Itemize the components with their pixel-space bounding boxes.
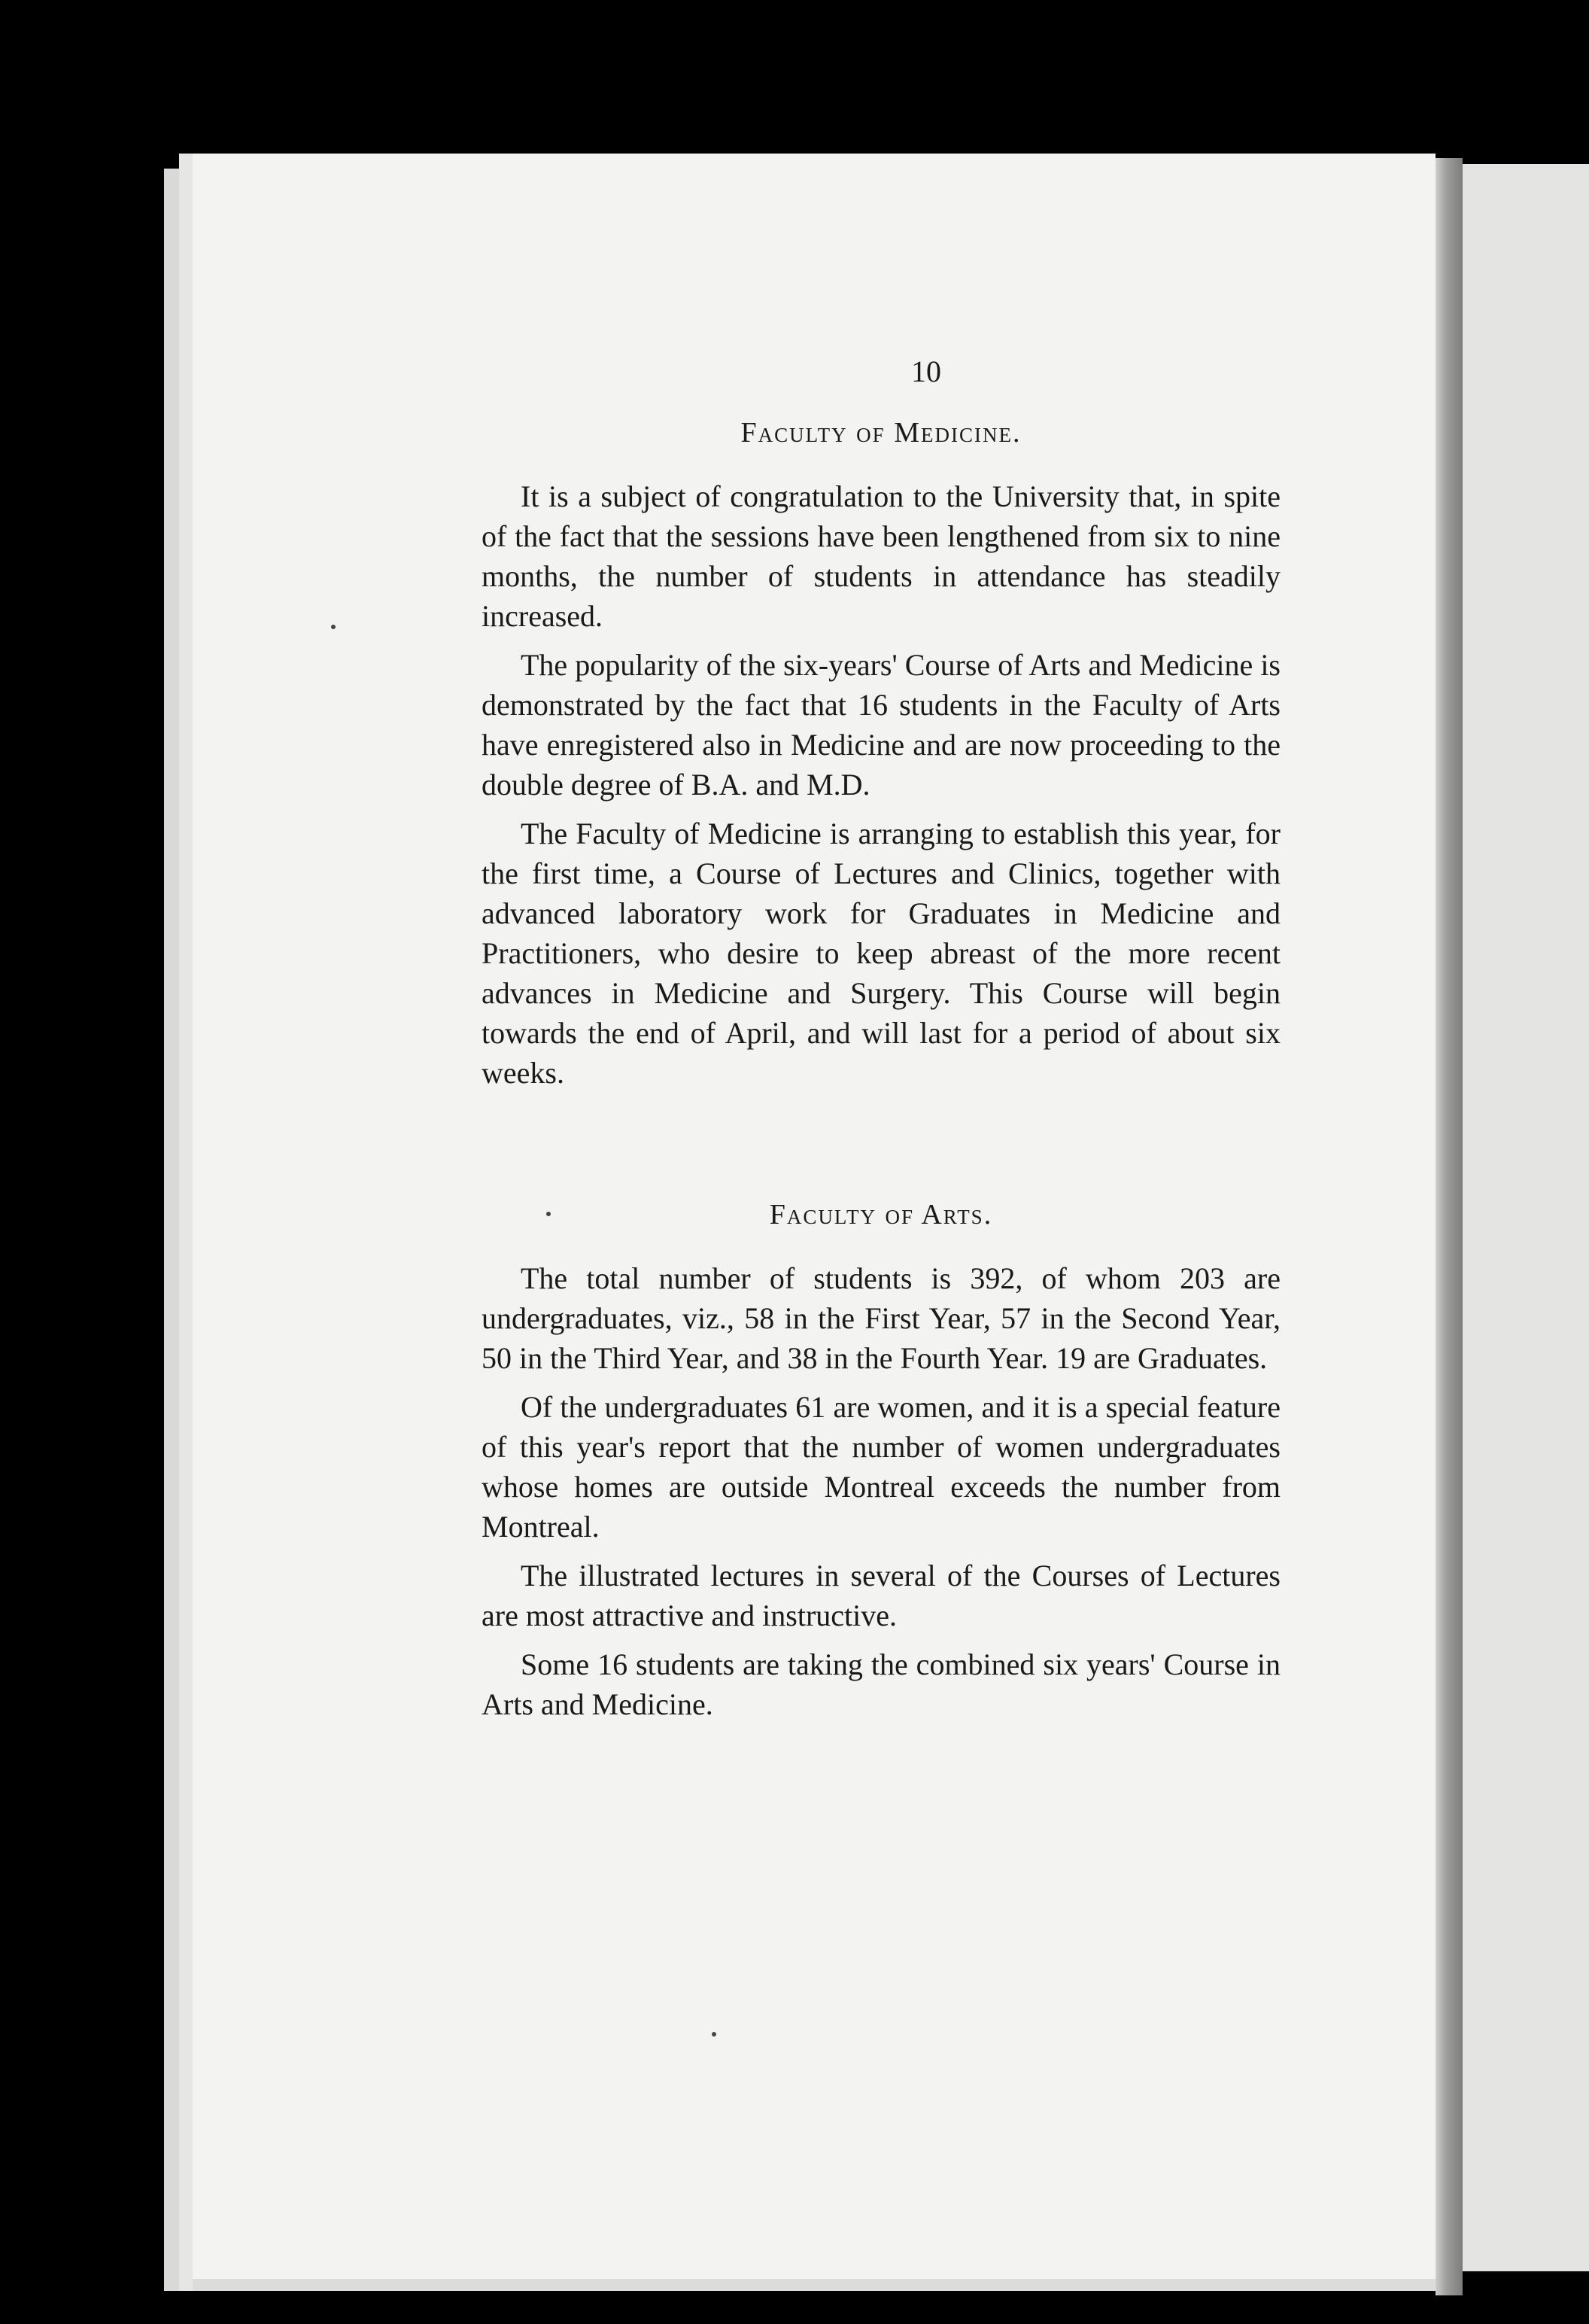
paragraph: The popularity of the six-years' Course of Arts and Medicine is demonstrated by the fact that 16 students in the Faculty of Arts have enregistered also in Medicine and are now proceeding to the double degree of B.A. and M.D. bbox=[482, 648, 1281, 802]
page-speck bbox=[712, 2032, 716, 2037]
page-number: 10 bbox=[911, 354, 941, 388]
page-edge bbox=[164, 169, 181, 2291]
page-speck bbox=[331, 625, 336, 629]
paragraph: Of the undergraduates 61 are women, and it is a special feature of this year's report that the number of women undergraduates whose homes are outside Montreal exceeds the number from Montreal. bbox=[482, 1390, 1281, 1544]
paragraph: It is a subject of congratulation to the University that, in spite of the fact that the sessions have been lengthened from six to nine months, the number of students in attendance has steadily increased. bbox=[482, 479, 1281, 633]
facing-page-edge bbox=[1463, 164, 1589, 2271]
book-spine bbox=[1436, 158, 1463, 2295]
section-heading-arts: Faculty of Arts. bbox=[769, 1199, 993, 1230]
paragraph: The illustrated lectures in several of the Courses of Lectures are most attractive and instructive. bbox=[482, 1559, 1281, 1632]
paragraph: The total number of students is 392, of whom 203 are undergraduates, viz., 58 in the First Year, 57 in the Second Year, 50 in the Third Year, and 38 in the Fourth Year. 19 are Graduates. bbox=[482, 1261, 1281, 1375]
paragraph: Some 16 students are taking the combined six years' Course in Arts and Medicine. bbox=[482, 1647, 1281, 1721]
page-content bbox=[482, 354, 1281, 1733]
section-heading-medicine: Faculty of Medicine. bbox=[740, 417, 1022, 449]
paragraph: The Faculty of Medicine is arranging to establish this year, for the first time, a Course of Lectures and Clinics, together with advanced laboratory work for Graduates in Medicine and Practitioners, who desire to keep abreast of the more recent advances in Medicine and Surgery. This Course will begin towards the end of April, and will last for a period of about six weeks. bbox=[482, 817, 1281, 1090]
